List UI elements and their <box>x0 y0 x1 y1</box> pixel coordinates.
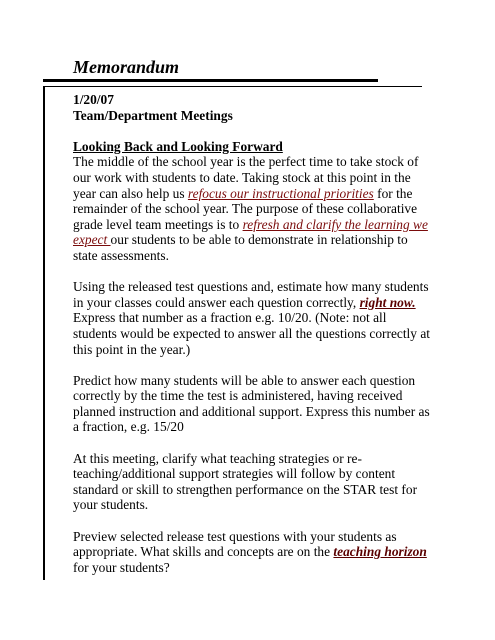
emphasis-refresh-clarify: refresh and clarify the learning we expect <box>73 216 428 248</box>
paragraph-purpose-text-a: The middle of the school year is the perfect time to take stock of our work with students to date. Taking stock at this point in the year can also help us <box>73 154 419 201</box>
paragraph-estimate-text-a: Using the released test questions and, estimate how many students in your classes could answer each question correctly, <box>73 279 429 310</box>
left-margin-rule <box>43 86 45 580</box>
paragraph-preview-text-a: Preview selected release test questions with your students as appropriate. What skills and concepts are on the <box>73 528 397 560</box>
memo-body <box>73 92 433 591</box>
emphasis-teaching-horizon: teaching horizon <box>333 544 427 560</box>
paragraph-strategies: At this meeting, clarify what teaching strategies or re-teaching/additional support strategies will follow by content standard or skill to strengthen performance on the STAR test for your students. <box>73 450 418 513</box>
emphasis-right-now: right now. <box>359 294 416 310</box>
memo-date: 1/20/07 <box>73 92 114 107</box>
paragraph-estimate-text-b: Express that number as a fraction e.g. 10/20. (Note: not all students would be expected to answer all the questions correctly at this point in the year.) <box>73 310 430 357</box>
section-heading: Looking Back and Looking Forward <box>73 138 283 154</box>
emphasis-refocus-priorities: refocus our instructional priorities <box>187 185 374 201</box>
paragraph-estimate <box>73 279 433 357</box>
memo-title: Memorandum <box>73 57 180 77</box>
paragraph-preview-text-b: for your students? <box>73 559 170 575</box>
paragraph-purpose <box>73 154 433 263</box>
paragraph-purpose-text-c: our students to be able to demonstrate in relationship to state assessments. <box>73 232 408 263</box>
paragraph-predict: Predict how many students will be able to answer each question correctly by the time the test is administered, having received planned instruction and additional support. Express this number as a fraction, e.g. 15/20 <box>73 372 430 435</box>
title-divider-thick <box>43 79 378 82</box>
memo-subject: Team/Department Meetings <box>73 107 233 123</box>
title-divider-thin <box>43 86 422 87</box>
paragraph-purpose-text-b: for the remainder of the school year. The purpose of these collaborative grade level team meetings is to <box>73 185 418 232</box>
paragraph-preview <box>73 529 433 576</box>
